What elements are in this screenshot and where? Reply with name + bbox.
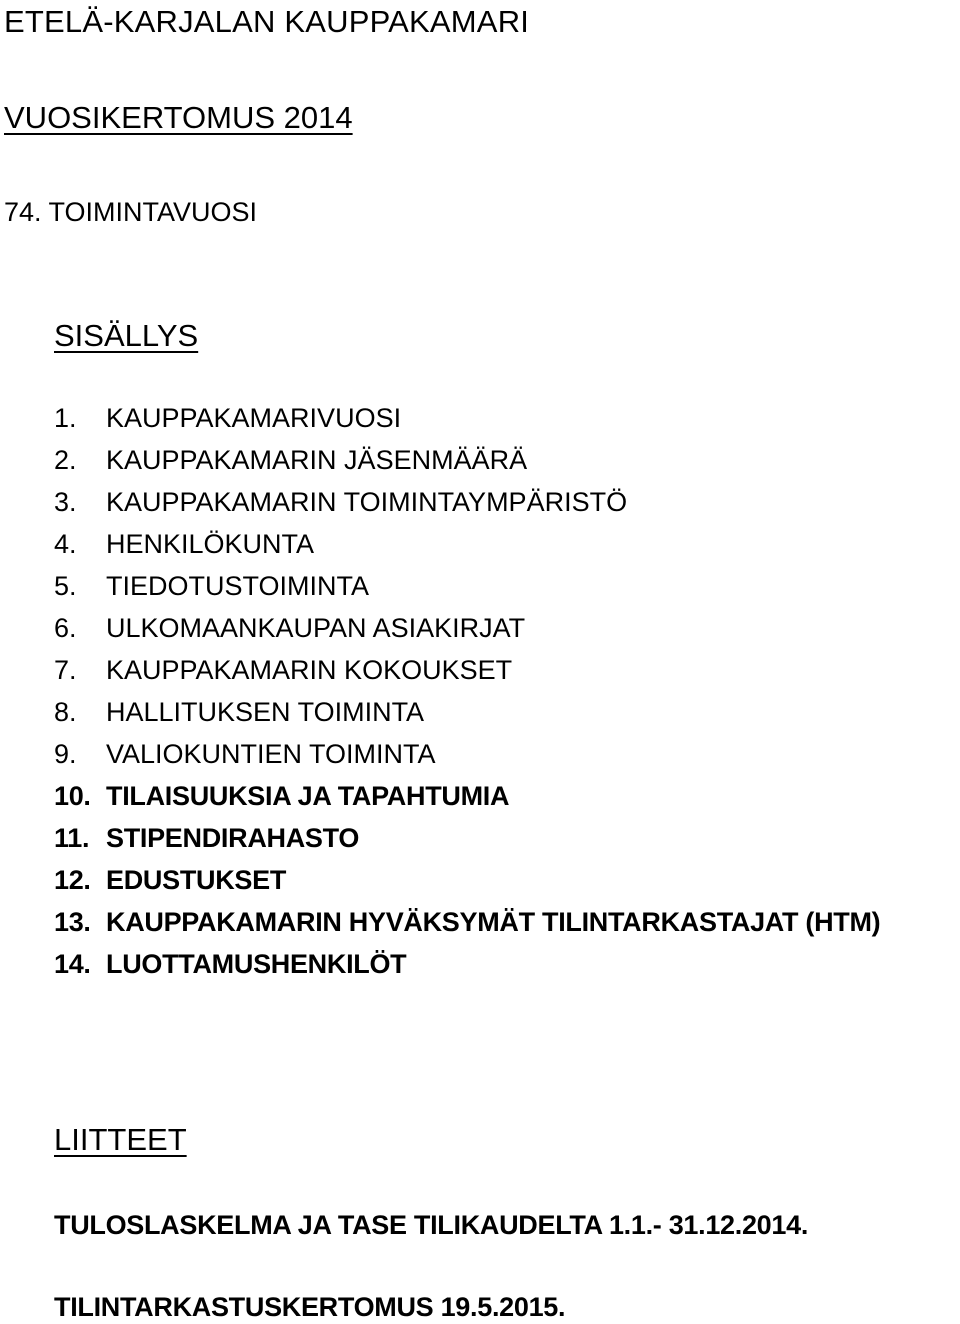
toc-item-14 (54, 948, 880, 990)
table-of-contents (54, 402, 880, 990)
toc-item-number: 1. (54, 403, 77, 433)
organization-name: ETELÄ-KARJALAN KAUPPAKAMARI (4, 4, 530, 39)
toc-item-number: 12. (54, 865, 91, 895)
toc-item-number: 10. (54, 781, 91, 811)
toc-item-number: 8. (54, 697, 77, 727)
toc-item-7 (54, 654, 880, 696)
report-title: VUOSIKERTOMUS 2014 (4, 100, 353, 135)
toc-item-number: 2. (54, 445, 77, 475)
toc-item-number: 11. (54, 823, 90, 853)
toc-item-number: 13. (54, 907, 91, 937)
toc-item-label: STIPENDIRAHASTO (106, 823, 360, 853)
toc-item-label: LUOTTAMUSHENKILÖT (106, 949, 407, 979)
toc-item-label: KAUPPAKAMARIN KOKOUKSET (106, 655, 513, 685)
toc-item-number: 3. (54, 487, 77, 517)
toc-item-number: 5. (54, 571, 77, 601)
toc-item-label: VALIOKUNTIEN TOIMINTA (106, 739, 436, 769)
toc-item-label: KAUPPAKAMARIN HYVÄKSYMÄT TILINTARKASTAJAT (HTM) (106, 907, 881, 937)
toc-item-label: TIEDOTUSTOIMINTA (106, 571, 369, 601)
toc-item-5 (54, 570, 880, 612)
toc-item-1 (54, 402, 880, 444)
toc-item-number: 9. (54, 739, 77, 769)
toc-item-label: KAUPPAKAMARIN JÄSENMÄÄRÄ (106, 445, 528, 475)
toc-item-number: 14. (54, 949, 91, 979)
attachment-audit-report: TILINTARKASTUSKERTOMUS 19.5.2015. (54, 1292, 566, 1322)
toc-item-label: EDUSTUKSET (106, 865, 287, 895)
attachments-heading: LIITTEET (54, 1122, 187, 1157)
operating-year: 74. TOIMINTAVUOSI (4, 197, 258, 227)
toc-item-13 (54, 906, 880, 948)
attachment-income-statement: TULOSLASKELMA JA TASE TILIKAUDELTA 1.1.- 31.12.2014. (54, 1210, 809, 1240)
toc-item-8 (54, 696, 880, 738)
contents-heading: SISÄLLYS (54, 318, 199, 353)
toc-item-9 (54, 738, 880, 780)
toc-item-number: 7. (54, 655, 77, 685)
toc-item-label: ULKOMAANKAUPAN ASIAKIRJAT (106, 613, 526, 643)
toc-item-number: 6. (54, 613, 77, 643)
toc-item-4 (54, 528, 880, 570)
toc-item-12 (54, 864, 880, 906)
toc-item-3 (54, 486, 880, 528)
toc-item-11 (54, 822, 880, 864)
toc-item-label: HALLITUKSEN TOIMINTA (106, 697, 425, 727)
toc-item-2 (54, 444, 880, 486)
toc-item-number: 4. (54, 529, 77, 559)
toc-item-6 (54, 612, 880, 654)
toc-item-label: KAUPPAKAMARIVUOSI (106, 403, 402, 433)
toc-item-label: KAUPPAKAMARIN TOIMINTAYMPÄRISTÖ (106, 487, 628, 517)
toc-item-label: TILAISUUKSIA JA TAPAHTUMIA (106, 781, 510, 811)
toc-item-label: HENKILÖKUNTA (106, 529, 315, 559)
toc-item-10 (54, 780, 880, 822)
